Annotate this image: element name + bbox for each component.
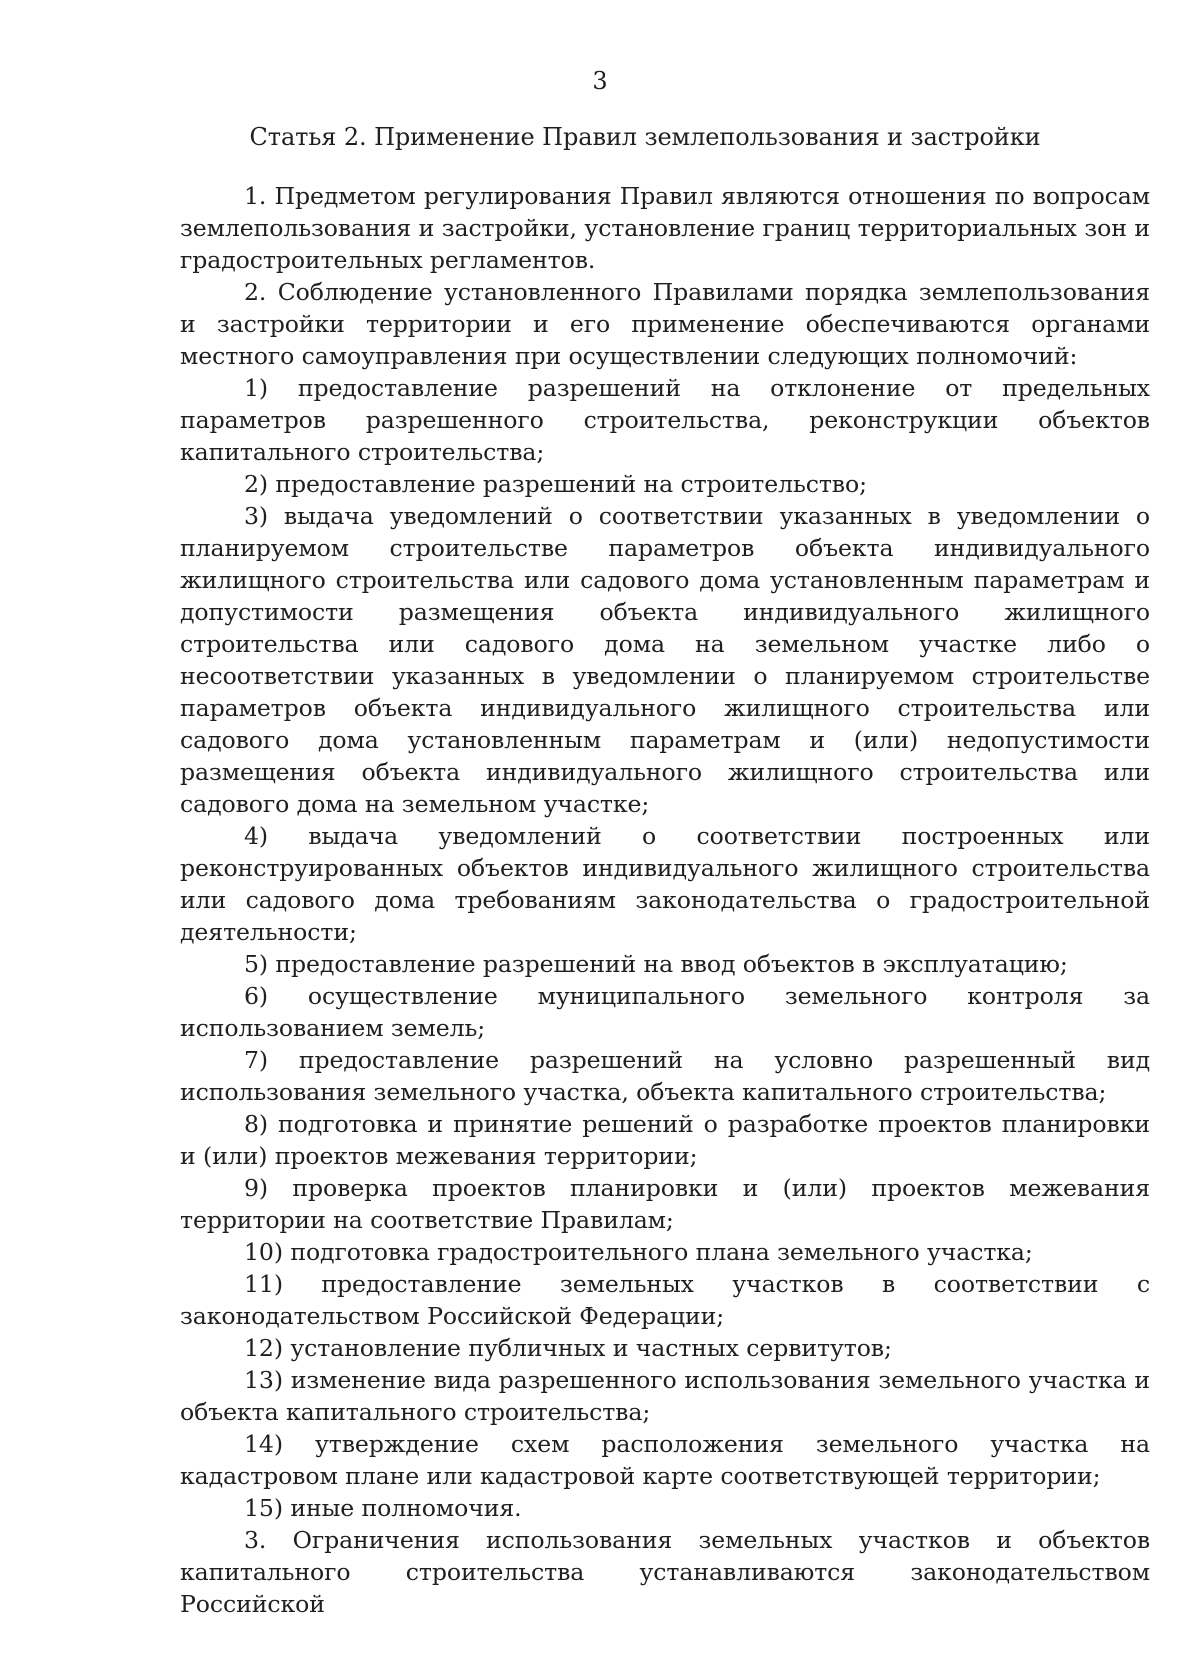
list-item-11: 11) предоставление земельных участков в соответствии с законодательством Российской Федерации; (180, 1270, 1150, 1330)
article-title: Статья 2. Применение Правил землепользования и застройки (249, 123, 1041, 151)
paragraph-3: 3. Ограничения использования земельных участков и объектов капитального строительства устанавливаются законодательством Российской (180, 1526, 1150, 1618)
page-number: 3 (592, 67, 608, 95)
list-item-9: 9) проверка проектов планировки и (или) проектов межевания территории на соответствие Правилам; (180, 1174, 1150, 1234)
paragraph-2: 2. Соблюдение установленного Правилами порядка землепользования и застройки территории и его применение обеспечиваются органами местного самоуправления при осуществлении следующих полномочий: (180, 278, 1150, 370)
paragraph-1: 1. Предметом регулирования Правил являются отношения по вопросам землепользования и застройки, установление границ территориальных зон и градостроительных регламентов. (180, 182, 1150, 274)
list-item-14: 14) утверждение схем расположения земельного участка на кадастровом плане или кадастровой карте соответствующей территории; (180, 1430, 1150, 1490)
list-item-5: 5) предоставление разрешений на ввод объектов в эксплуатацию; (244, 950, 1068, 978)
list-item-7: 7) предоставление разрешений на условно разрешенный вид использования земельного участка, объекта капитального строительства; (180, 1046, 1150, 1106)
list-item-8: 8) подготовка и принятие решений о разработке проектов планировки и (или) проектов межевания территории; (180, 1110, 1150, 1170)
list-item-4: 4) выдача уведомлений о соответствии построенных или реконструированных объектов индивидуального жилищного строительства или садового дома требованиям законодательства о градостроительной деятельности; (180, 822, 1150, 946)
list-item-12: 12) установление публичных и частных сервитутов; (244, 1334, 892, 1362)
list-item-15: 15) иные полномочия. (244, 1494, 522, 1522)
list-item-13: 13) изменение вида разрешенного использования земельного участка и объекта капитального строительства; (180, 1366, 1150, 1426)
list-item-2: 2) предоставление разрешений на строительство; (244, 470, 867, 498)
list-item-10: 10) подготовка градостроительного плана земельного участка; (244, 1238, 1033, 1266)
document-body (180, 120, 1150, 1620)
list-item-3: 3) выдача уведомлений о соответствии указанных в уведомлении о планируемом строительстве параметров объекта индивидуального жилищного строительства или садового дома установленным параметрам и допустимости размещения объекта индивидуального жилищного строительства или садового дома на земельном участке либо о несоответствии указанных в уведомлении о планируемом строительстве параметров объекта индивидуального жилищного строительства или садового дома установленным параметрам и (или) недопустимости размещения объекта индивидуального жилищного строительства или садового дома на земельном участке; (180, 502, 1150, 818)
list-item-6: 6) осуществление муниципального земельного контроля за использованием земель; (180, 982, 1150, 1042)
list-item-1: 1) предоставление разрешений на отклонение от предельных параметров разрешенного строительства, реконструкции объектов капитального строительства; (180, 374, 1150, 466)
